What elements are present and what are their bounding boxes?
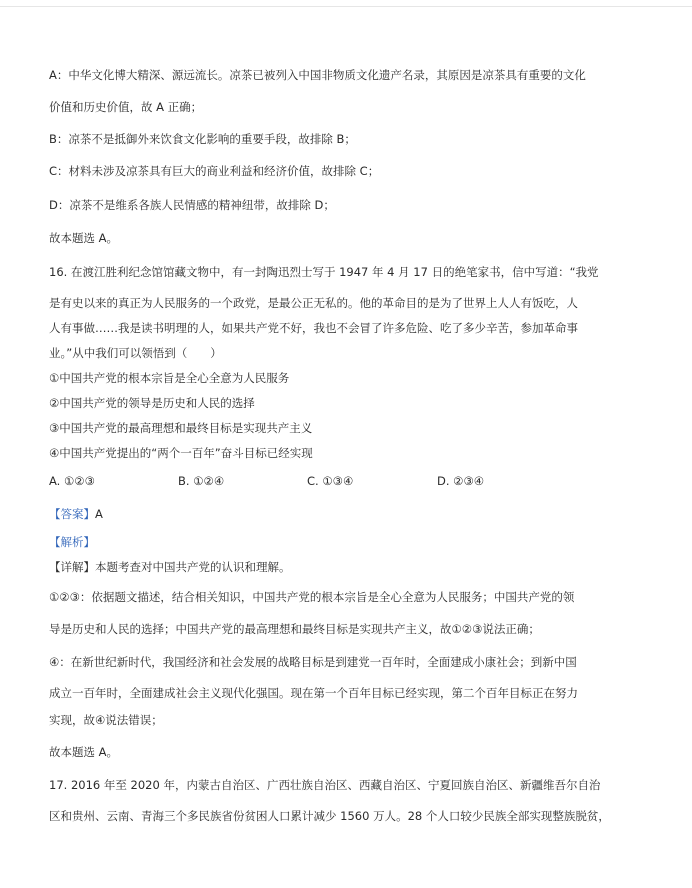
q16-detail-line2: ①②③：依据题文描述，结合相关知识，中国共产党的根本宗旨是全心全意为人民服务；中国共产党的领 [49, 590, 575, 604]
q16-option-a: A. ①②③ [49, 474, 95, 488]
q16-detail-line3: 导是历史和人民的选择；中国共产党的最高理想和最终目标是实现共产主义，故①②③说法正确； [49, 622, 540, 636]
q16-stem-line3: 人有事做……我是读书明理的人，如果共产党不好，我也不会冒了许多危险、吃了多少辛苦，参加革命事 [49, 321, 578, 335]
q16-detail-line5: 成立一百年时，全面建成社会主义现代化强国。现在第一个百年目标已经实现，第二个百年目标正在努力 [49, 686, 578, 700]
q16-answer [49, 506, 103, 522]
q15-option-a-analysis-line1: A：中华文化博大精深、源远流长。凉茶已被列入中国非物质文化遗产名录，其原因是凉茶具有重要的文化 [49, 68, 586, 82]
q16-statement-1: ①中国共产党的根本宗旨是全心全意为人民服务 [49, 371, 290, 385]
q17-stem-line1: 17. 2016 年至 2020 年，内蒙古自治区、广西壮族自治区、西藏自治区、宁夏回族自治区、新疆维吾尔自治 [49, 778, 601, 792]
q16-option-d: D. ②③④ [437, 474, 485, 488]
q16-stem-line4: 业。”从中我们可以领悟到（ ） [49, 346, 222, 360]
q16-stem-line1: 16. 在渡江胜利纪念馆馆藏文物中，有一封陶迅烈士写于 1947 年 4 月 17 日的绝笔家书，信中写道：“我党 [49, 265, 599, 279]
q17-stem-line2: 区和贵州、云南、青海三个多民族省份贫困人口累计减少 1560 万人。28 个人口较少民族全部实现整族脱贫， [49, 809, 610, 823]
q16-detail-line1: 【详解】本题考查对中国共产党的认识和理解。 [49, 560, 291, 574]
q16-conclusion: 故本题选 A。 [49, 745, 119, 759]
q16-statement-3: ③中国共产党的最高理想和最终目标是实现共产主义 [49, 421, 313, 435]
q16-option-b: B. ①②④ [178, 474, 225, 488]
q15-option-b-analysis: B：凉茶不是抵御外来饮食文化影响的重要手段，故排除 B； [49, 132, 356, 146]
q16-statement-2: ②中国共产党的领导是历史和人民的选择 [49, 396, 255, 410]
answer-label: 【答案】 [49, 507, 95, 521]
q16-statement-4: ④中国共产党提出的“两个一百年”奋斗目标已经实现 [49, 446, 313, 460]
q16-option-c: C. ①③④ [307, 474, 354, 488]
q16-detail-line4: ④：在新世纪新时代，我国经济和社会发展的战略目标是到建党一百年时，全面建成小康社会；到新中国 [49, 655, 577, 669]
q16-stem-line2: 是有史以来的真正为人民服务的一个政党，是最公正无私的。他的革命目的是为了世界上人人有饭吃，人 [49, 296, 578, 310]
q15-option-a-analysis-line2: 价值和历史价值，故 A 正确； [49, 100, 203, 114]
q16-detail-line6: 实现，故④说法错误； [49, 713, 163, 727]
q15-option-c-analysis: C：材料未涉及凉茶具有巨大的商业利益和经济价值，故排除 C； [49, 164, 380, 178]
analysis-label: 【解析】 [49, 535, 95, 549]
answer-value: A [95, 507, 103, 521]
q15-conclusion: 故本题选 A。 [49, 231, 119, 245]
q15-option-d-analysis: D：凉茶不是维系各族人民情感的精神纽带，故排除 D； [49, 198, 335, 212]
page-top-border [0, 6, 692, 7]
